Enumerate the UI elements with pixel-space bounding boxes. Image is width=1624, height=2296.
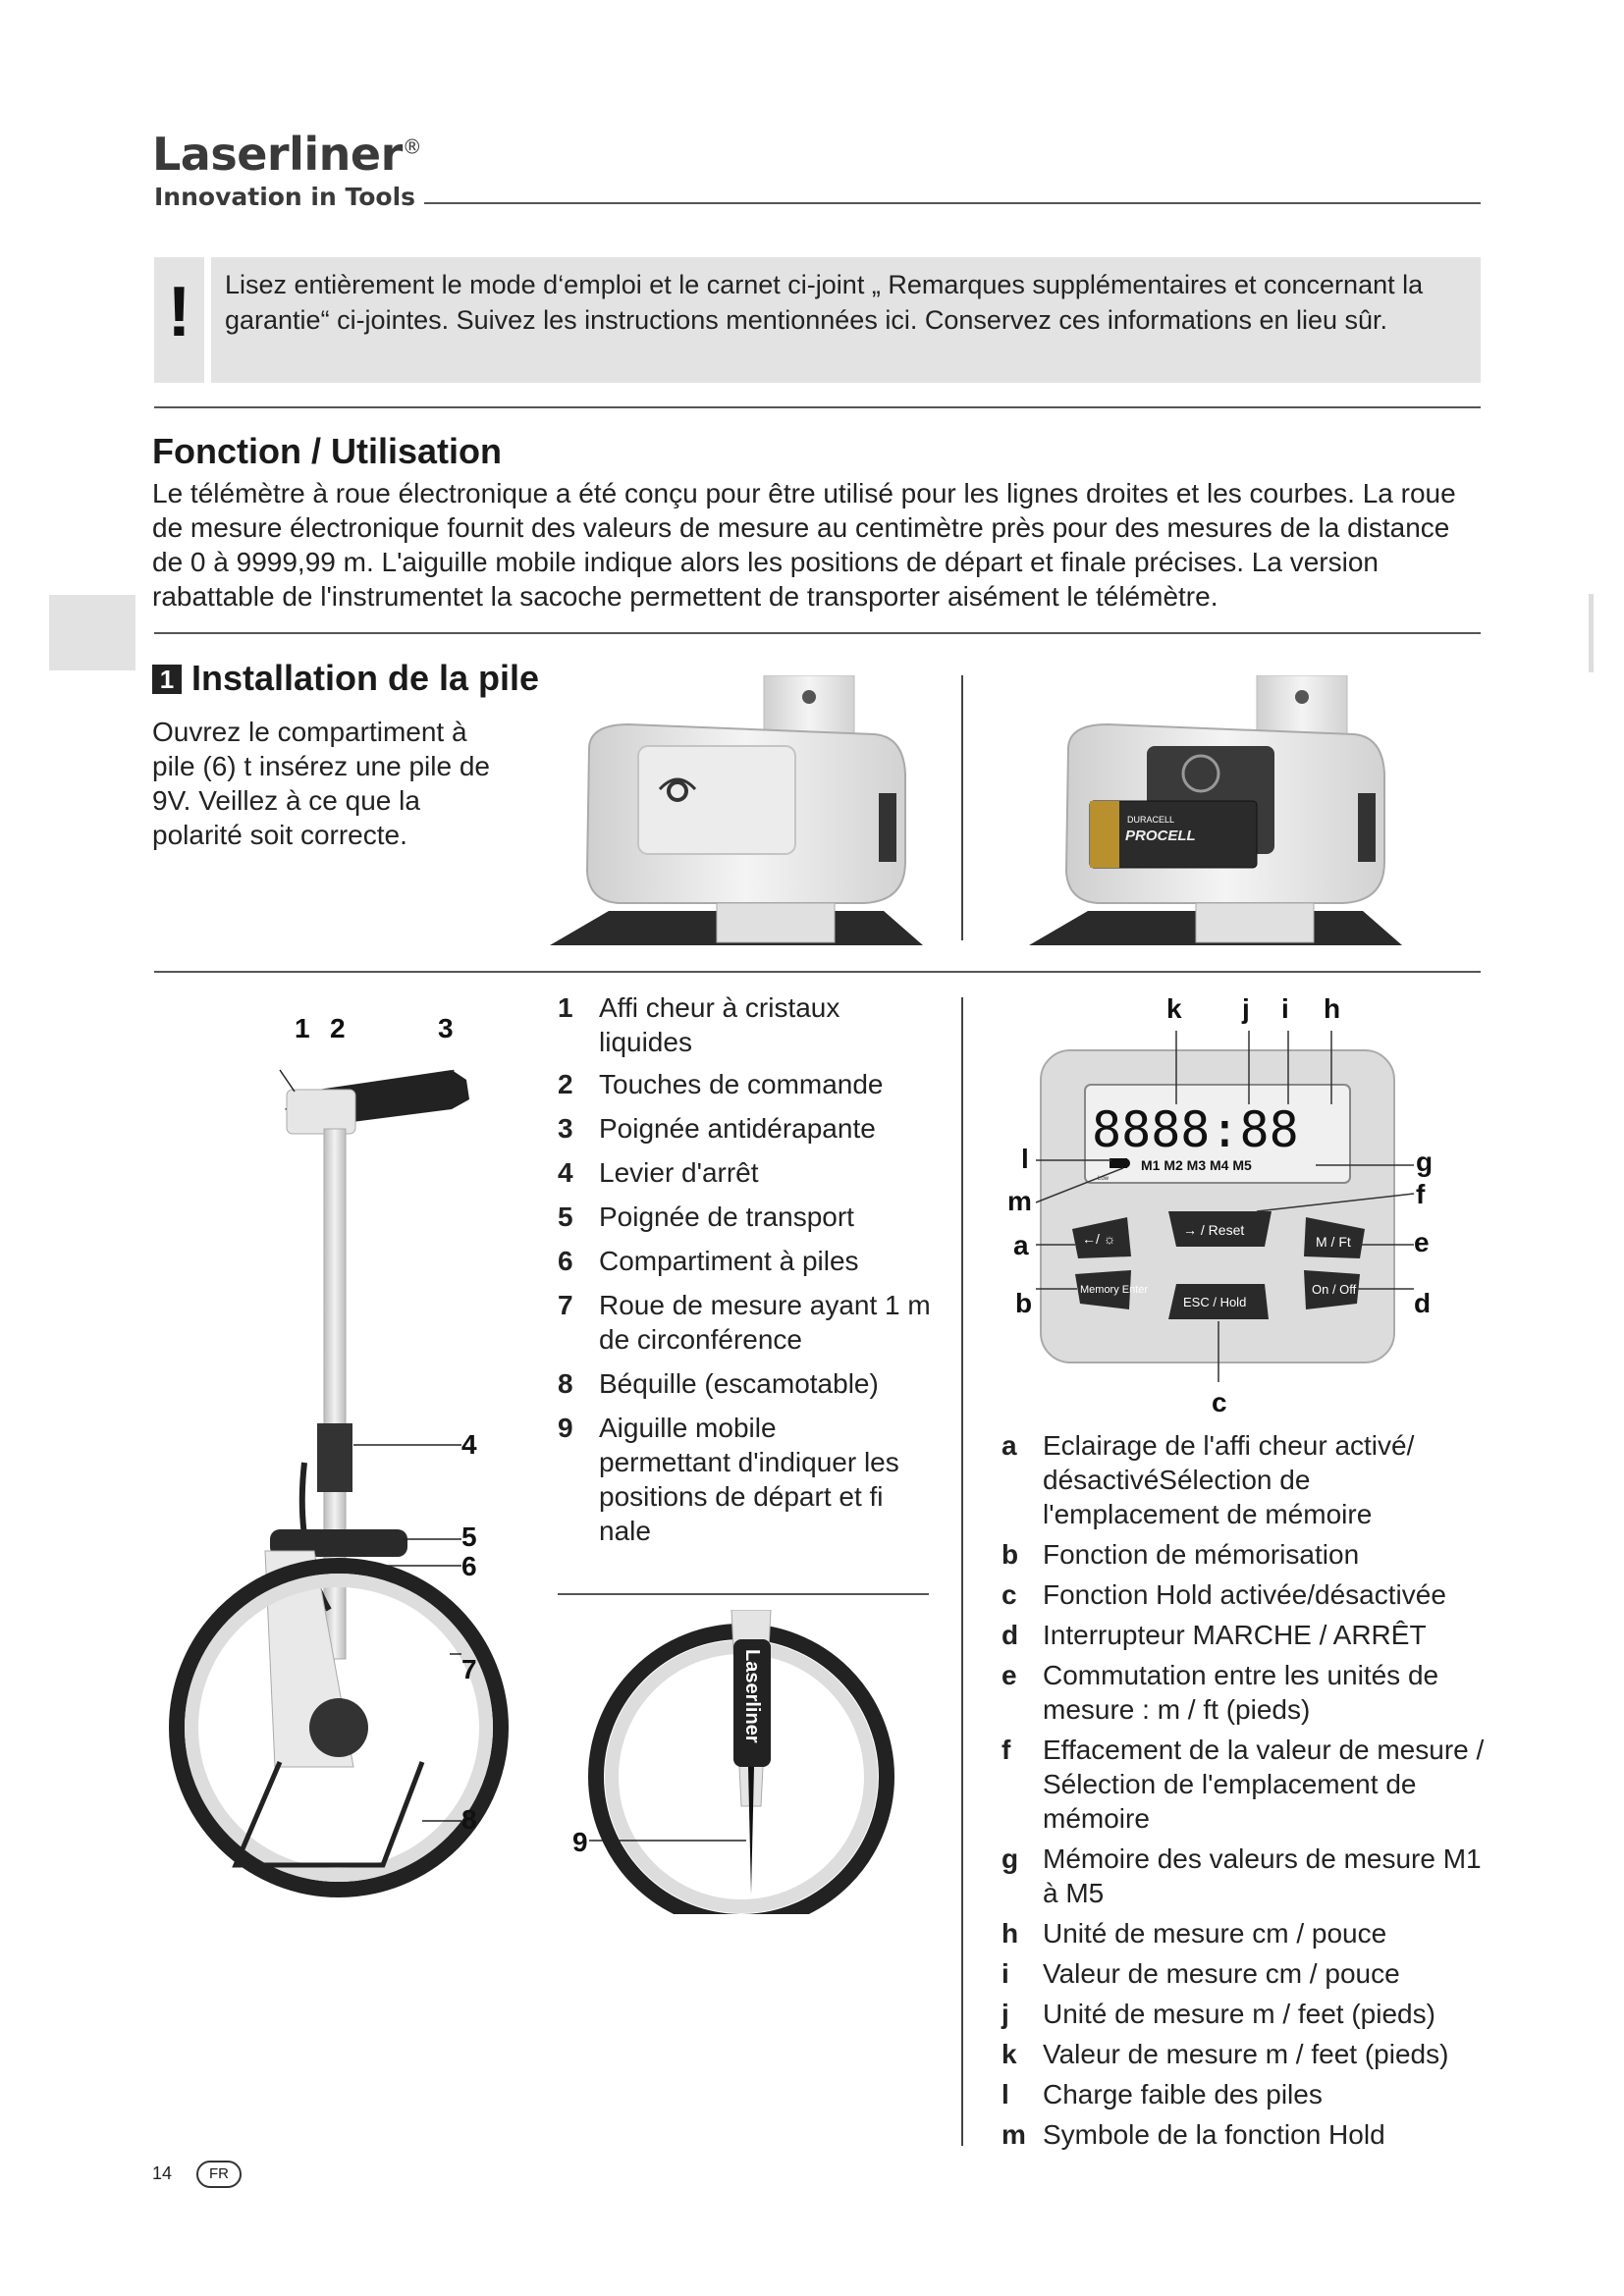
warning-icon: !	[167, 273, 191, 351]
hold-icon	[1120, 1158, 1130, 1168]
light-button-label: ←/ ☼	[1082, 1231, 1116, 1247]
list-item: a Eclairage de l'affi cheur activé/ désactivéSélection de l'emplacement de mémoire	[1001, 1430, 1415, 1529]
list-item: g Mémoire des valeurs de mesure M1 à M5	[1001, 1843, 1482, 1908]
panel-callout-b: b	[1015, 1288, 1033, 1318]
panel-callout-h: h	[1324, 993, 1341, 1024]
list-item: 7 Roue de mesure ayant 1 m de circonférence	[558, 1290, 931, 1355]
lcd-low-label: Low	[1098, 1176, 1110, 1182]
panel-callout-d: d	[1414, 1288, 1432, 1318]
list-item: 5 Poignée de transport	[558, 1201, 854, 1232]
device-diagram	[157, 1001, 511, 1914]
divider	[154, 632, 1481, 634]
parts-list	[558, 990, 941, 1548]
callout-1: 1	[295, 1013, 310, 1043]
divider	[154, 971, 1481, 973]
functions-list	[1001, 1428, 1492, 2152]
lcd-digits: 8888:88	[1092, 1101, 1299, 1158]
divider	[558, 1593, 929, 1595]
list-item: h Unité de mesure cm / pouce	[1001, 1918, 1387, 1949]
list-item: f Effacement de la valeur de mesure / Sélection de l'emplacement de mémoire	[1001, 1735, 1485, 1834]
brand-tagline: Innovation in Tools	[154, 183, 416, 211]
list-item: 3 Poignée antidérapante	[558, 1113, 876, 1144]
list-item: 1 Affi cheur à cristaux liquides	[558, 992, 840, 1057]
list-item: e Commutation entre les unités de mesure : m / ft (pieds)	[1001, 1660, 1439, 1725]
fonction-paragraph: Le télémètre à roue électronique a été conçu pour être utilisé pour les lignes droites et les courbes. La roue de mesure électronique fournit des valeurs de mesure au centimètre près pour des mesures de la distance de 0 à 9999,99 m. L'aiguille mobile indique alors les positions de départ et finale précises. La version rabattable de l'instrumentet la sacoche permettent de transporter aisément le télémètre.	[152, 478, 1456, 612]
header-rule	[424, 202, 1481, 204]
callout-7: 7	[461, 1654, 477, 1684]
lcd-housing	[287, 1090, 355, 1134]
lcd-memory-labels: M1 M2 M3 M4 M5	[1141, 1157, 1252, 1173]
mft-button-label: M / Ft	[1316, 1234, 1351, 1250]
callout-3: 3	[438, 1013, 454, 1043]
needle-brand-text: Laserliner	[741, 1649, 763, 1743]
installation-paragraph: Ouvrez le compartiment à pile (6) t insérez une pile de 9V. Veillez à ce que la polarité soit correcte.	[152, 717, 490, 850]
list-item: 4 Levier d'arrêt	[558, 1157, 759, 1188]
column-divider	[961, 997, 963, 2146]
onoff-button-label: On / Off	[1312, 1282, 1357, 1297]
list-item: b Fonction de mémorisation	[1001, 1539, 1360, 1570]
battery-cover-photo	[550, 675, 923, 945]
callout-6: 6	[461, 1551, 477, 1581]
needle-photo	[545, 1610, 938, 1914]
panel-callout-a: a	[1013, 1230, 1029, 1260]
callout-8: 8	[461, 1804, 477, 1835]
list-item: i Valeur de mesure cm / pouce	[1001, 1958, 1400, 1989]
language-badge: FR	[196, 2161, 242, 2188]
memory-button-label: Memory Enter	[1080, 1284, 1149, 1296]
control-panel-diagram	[1021, 1011, 1473, 1404]
list-item: 6 Compartiment à piles	[558, 1246, 859, 1276]
battery-line-text: PROCELL	[1125, 828, 1196, 844]
callout-9: 9	[572, 1827, 588, 1857]
list-item: l Charge faible des piles	[1001, 2079, 1323, 2109]
list-item: c Fonction Hold activée/désactivée	[1001, 1579, 1446, 1610]
divider	[154, 406, 1481, 408]
battery-inserted-photo	[1029, 675, 1402, 945]
list-item: k Valeur de mesure m / feet (pieds)	[1001, 2039, 1449, 2069]
esc-button-label: ESC / Hold	[1183, 1295, 1247, 1309]
edge-mark	[1589, 594, 1594, 672]
section-number-badge: 1	[152, 665, 182, 694]
installation-title-text: Installation de la pile	[191, 658, 540, 698]
side-tab	[49, 595, 135, 670]
list-item: 9 Aiguille mobile permettant d'indiquer les positions de départ et fi nale	[558, 1413, 899, 1546]
list-item: j Unité de mesure m / feet (pieds)	[1001, 1999, 1435, 2029]
panel-callout-f: f	[1416, 1179, 1426, 1209]
panel-callout-c: c	[1212, 1387, 1227, 1417]
page-number: 14	[152, 2163, 173, 2183]
battery-brand-text: DURACELL	[1127, 815, 1175, 825]
photo-divider	[961, 675, 963, 940]
list-item: 2 Touches de commande	[558, 1069, 884, 1099]
pointer-needle	[748, 1767, 754, 1895]
panel-callout-l: l	[1021, 1144, 1029, 1174]
panel-callout-e: e	[1414, 1227, 1430, 1257]
warning-text: Lisez entièrement le mode d‘emploi et le carnet ci-joint „ Remarques supplémentaires et concernant la garantie“ ci-jointes. Suivez les instructions mentionnées ici. Conservez ces informations en lieu sûr.	[225, 270, 1424, 335]
callout-2: 2	[330, 1013, 346, 1043]
panel-callout-k: k	[1166, 993, 1182, 1024]
panel-callout-j: j	[1242, 993, 1250, 1024]
brand-logo: Laserliner®	[152, 128, 422, 181]
section-title-fonction: Fonction / Utilisation	[152, 431, 502, 471]
panel-callout-i: i	[1281, 993, 1289, 1024]
reset-button-label: → / Reset	[1183, 1222, 1245, 1238]
panel-callout-g: g	[1416, 1147, 1434, 1177]
section-title-installation	[152, 658, 539, 699]
list-item: d Interrupteur MARCHE / ARRÊT	[1001, 1620, 1427, 1650]
panel-callout-m: m	[1007, 1186, 1032, 1216]
list-item: m Symbole de la fonction Hold	[1001, 2119, 1385, 2150]
stop-lever	[317, 1423, 352, 1492]
callout-5: 5	[461, 1522, 477, 1552]
callout-4: 4	[461, 1429, 477, 1460]
list-item: 8 Béquille (escamotable)	[558, 1368, 879, 1399]
